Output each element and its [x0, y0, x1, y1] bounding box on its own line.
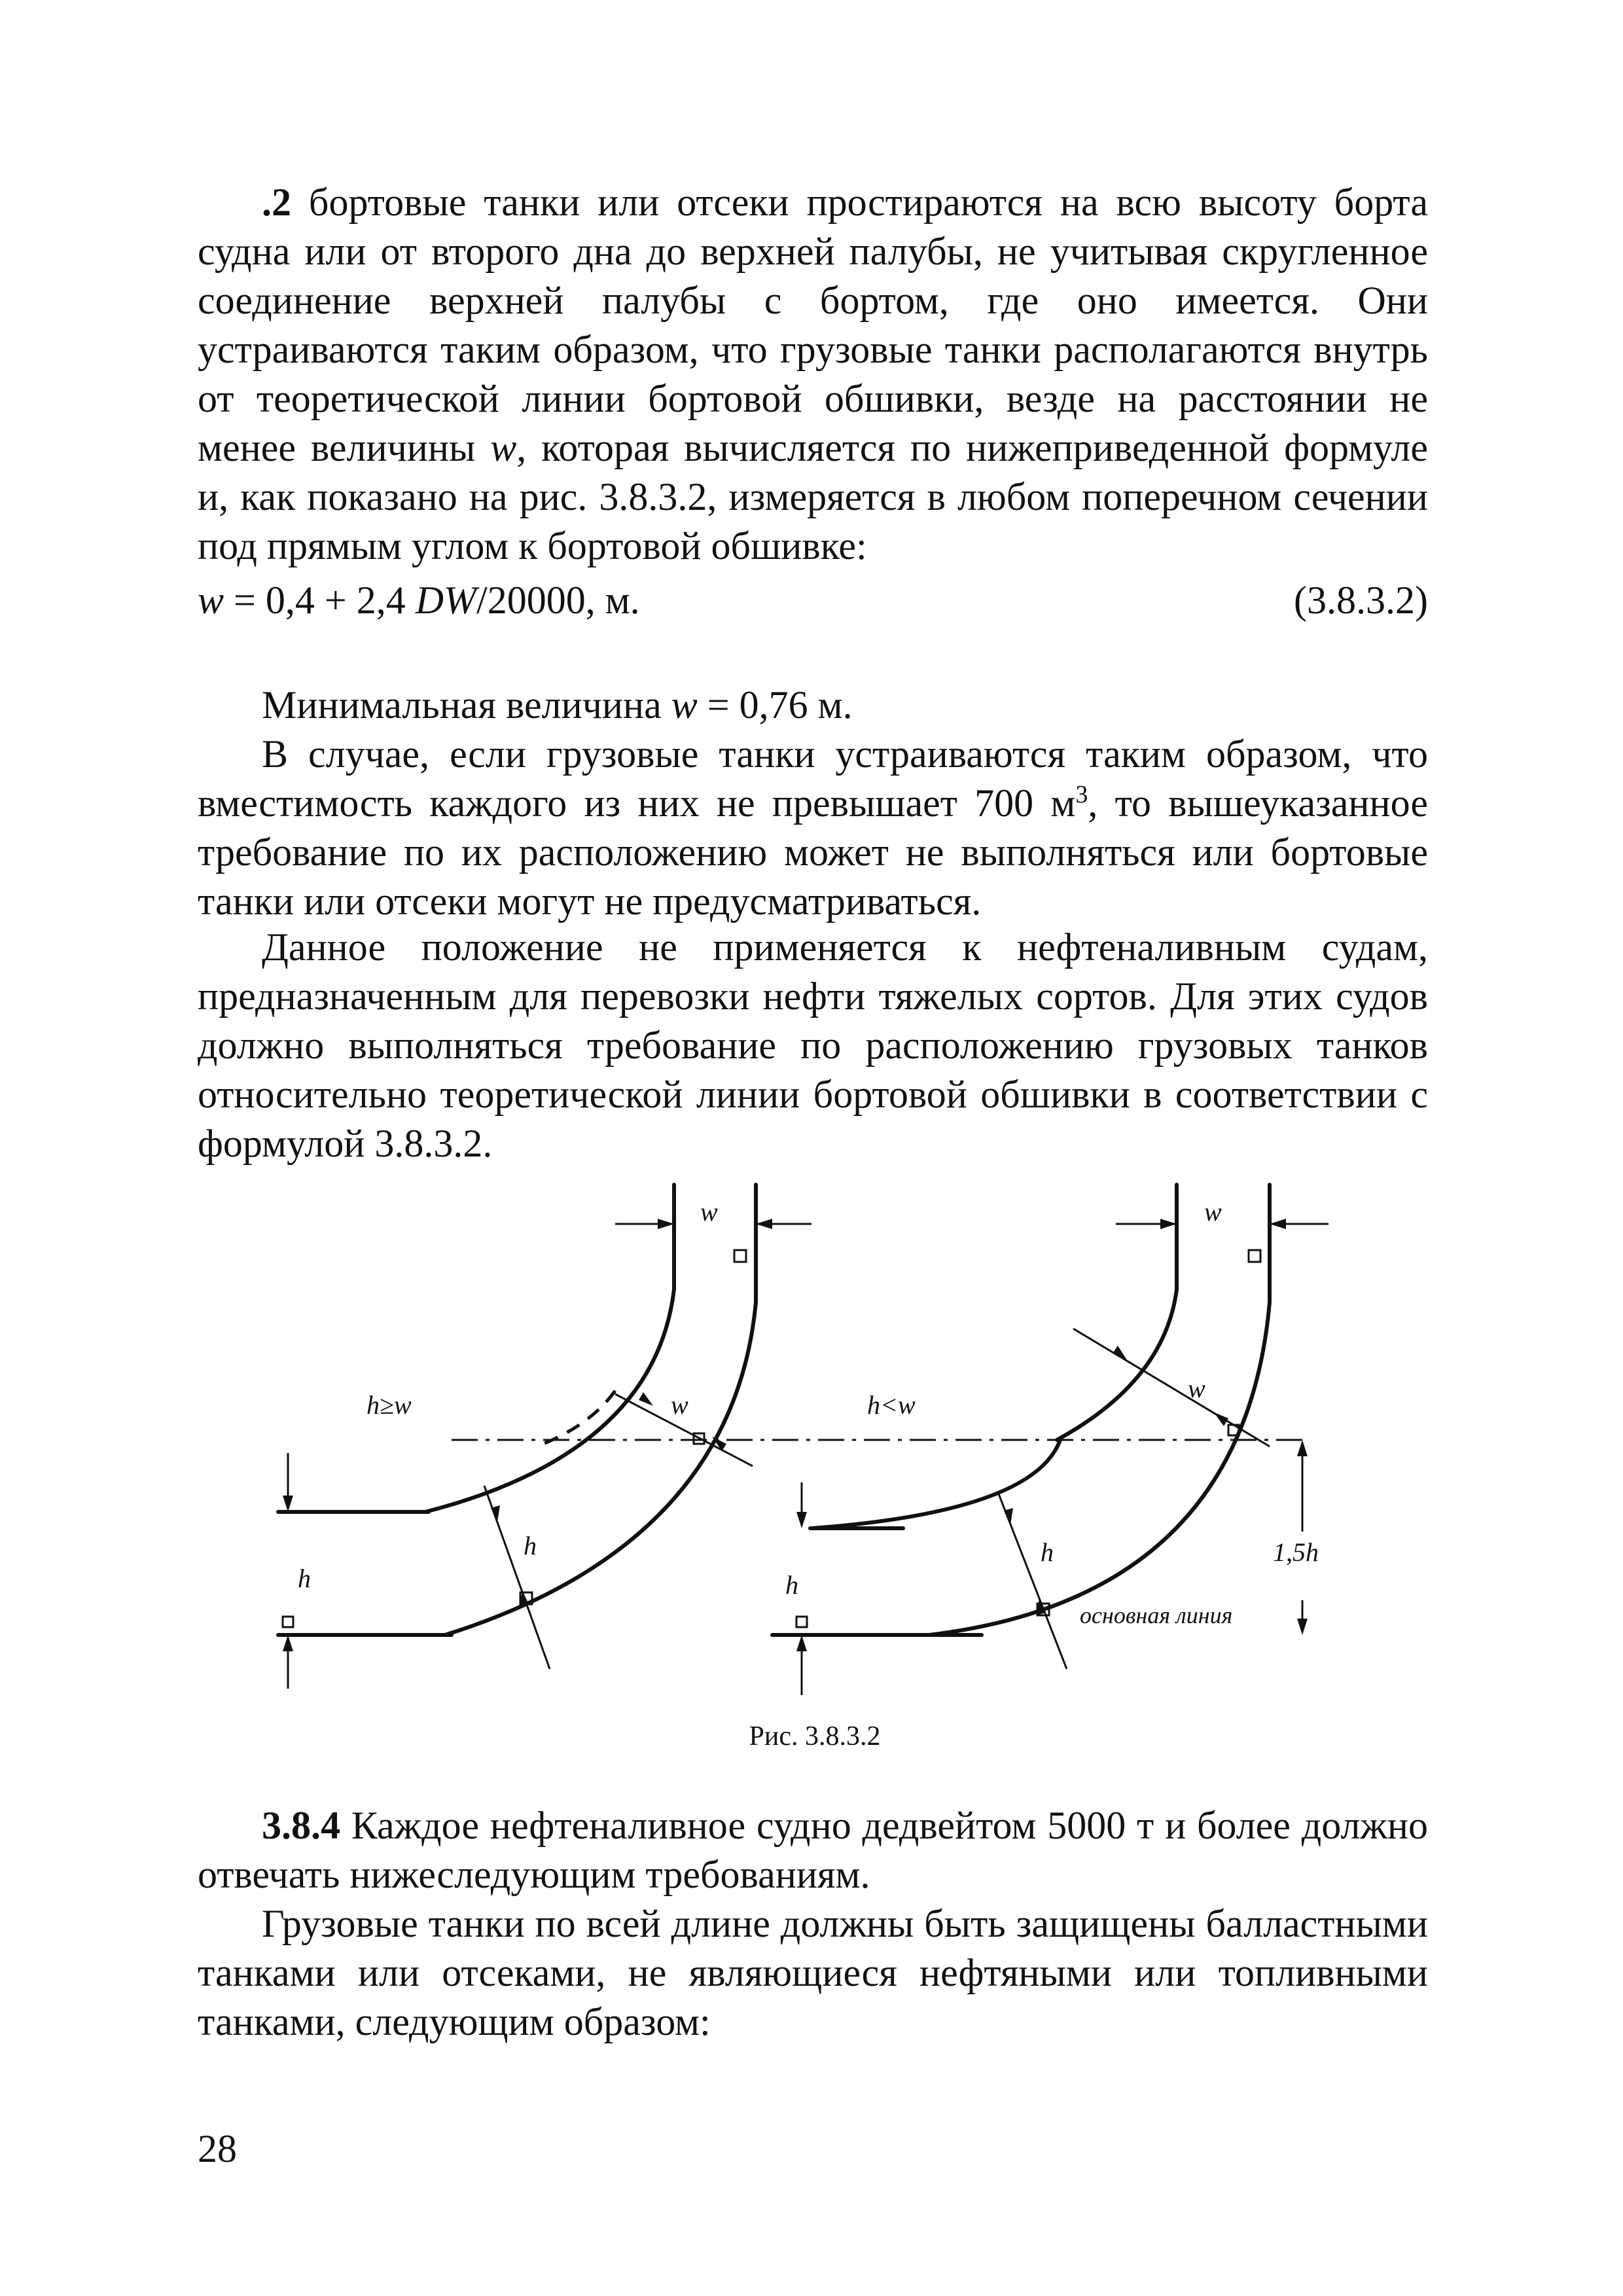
arrow-head [1297, 1619, 1308, 1635]
formula-text: = 0,4 + 2,4 [224, 579, 416, 622]
left-h-side-label: h [298, 1564, 311, 1593]
arrow-head [1004, 1508, 1013, 1525]
paragraph-text-continued: , которая вычисляется по нижеприведенной формуле и, как показано на рис. 3.8.3.2, измеряется в любом поперечном сечении под прямым углом к бортовой обшивке: [198, 426, 1428, 567]
min-value-number: = 0,76 м. [697, 683, 853, 726]
arrow-head [796, 1512, 807, 1528]
formula-number: (3.8.3.2) [1294, 579, 1428, 622]
right-diagonal-w-line [1073, 1329, 1270, 1446]
arrow-head [796, 1635, 807, 1651]
right-inner-lower-curve [812, 1440, 1060, 1528]
paragraph-cargo-tanks: Грузовые танки по всей длине должны быть защищены балластными танками или отсеками, не являющиеся нефтяными или топливными танками, следующим образом: [198, 1902, 1428, 2043]
case-text: В случае, если грузовые танки устраиваются таким образом, что вместимость каждого из них не превышает 700 м [198, 732, 1428, 825]
right-angle-mark [283, 1617, 293, 1627]
figure-caption: Рис. 3.8.3.2 [749, 1721, 881, 1751]
arrow-head [283, 1496, 293, 1512]
right-h-side-label: h [785, 1570, 798, 1600]
right-angle-mark [1249, 1250, 1260, 1262]
one-and-half-h-label: 1,5h [1273, 1537, 1319, 1567]
paragraph-3-8-4-text: Каждое нефтеналивное судно дедвейтом 5000 т и более должно отвечать нижеследующим требованиям. [198, 1804, 1428, 1896]
arrow-head [283, 1635, 293, 1651]
figure-3-8-3-2 [249, 1172, 1335, 1695]
min-value-text: Минимальная величина [262, 683, 671, 726]
clause-number-3-8-4: 3.8.4 [262, 1804, 340, 1847]
formula-text-end: /20000, м. [476, 579, 640, 622]
left-condition-label: h≥w [366, 1390, 412, 1420]
paragraph-3-8-4 [198, 1801, 1428, 1899]
arrow-head [1214, 1412, 1228, 1426]
left-dashed-continuation [537, 1391, 615, 1446]
formula-3-8-3-2 [198, 576, 1428, 628]
double-hull-diagram [249, 1172, 1335, 1695]
case-text-continued: , то вышеуказанное требование по их расположению может не выполняться или бортовые танки или отсеки могут не предусматриваться. [198, 781, 1428, 923]
paragraph-case [198, 730, 1428, 926]
baseline-label: основная линия [1080, 1602, 1233, 1628]
left-w-top-label: w [700, 1197, 718, 1227]
right-side-shell-line [929, 1185, 1270, 1635]
arrow-head [658, 1219, 674, 1229]
arrow-head [1297, 1440, 1308, 1456]
paragraph-2 [198, 178, 1428, 571]
arrow-head [1160, 1219, 1177, 1229]
min-value-variable: w [671, 683, 698, 726]
formula-variable-w: w [198, 579, 224, 622]
formula-dw: DW [415, 579, 477, 622]
right-condition-label: h<w [867, 1390, 916, 1420]
paragraph-exception: Данное положение не применяется к нефтеналивным судам, предназначенным для перевозки нефти тяжелых сортов. Для этих судов должно выполняться требование по расположению грузовых танков относительно теоретической линии бортовой обшивки в соответствии с формулой 3.8.3.2. [198, 925, 1428, 1165]
left-inner-hull-line [425, 1185, 674, 1512]
right-w-top-label: w [1204, 1197, 1222, 1227]
right-h-diagonal-label: h [1041, 1537, 1054, 1567]
arrow-head [639, 1392, 653, 1406]
arrow-head [1270, 1219, 1286, 1229]
right-angle-mark [734, 1250, 746, 1262]
clause-number: .2 [262, 181, 291, 224]
superscript-3: 3 [1075, 781, 1088, 808]
arrow-head [1113, 1346, 1127, 1360]
left-w-diagonal-label: w [671, 1390, 688, 1420]
left-h-diagonal-label: h [524, 1531, 537, 1560]
arrow-head [756, 1219, 772, 1229]
variable-w: w [490, 426, 517, 469]
right-w-diagonal-label: w [1188, 1374, 1205, 1403]
page-number: 28 [198, 2127, 237, 2170]
min-value-line [198, 681, 1428, 730]
paragraph-text: бортовые танки или отсеки простираются на всю высоту борта судна или от второго дна до верхней палубы, не учитывая скругленное соединение верхней палубы с бортом, где оно имеется. Они устраиваются таким образом, что грузовые танки располагаются внутрь от теоретической линии бортовой обшивки, везде на расстоянии не менее величины [198, 181, 1428, 469]
right-angle-mark [796, 1617, 807, 1627]
left-side-shell-line [445, 1185, 756, 1635]
